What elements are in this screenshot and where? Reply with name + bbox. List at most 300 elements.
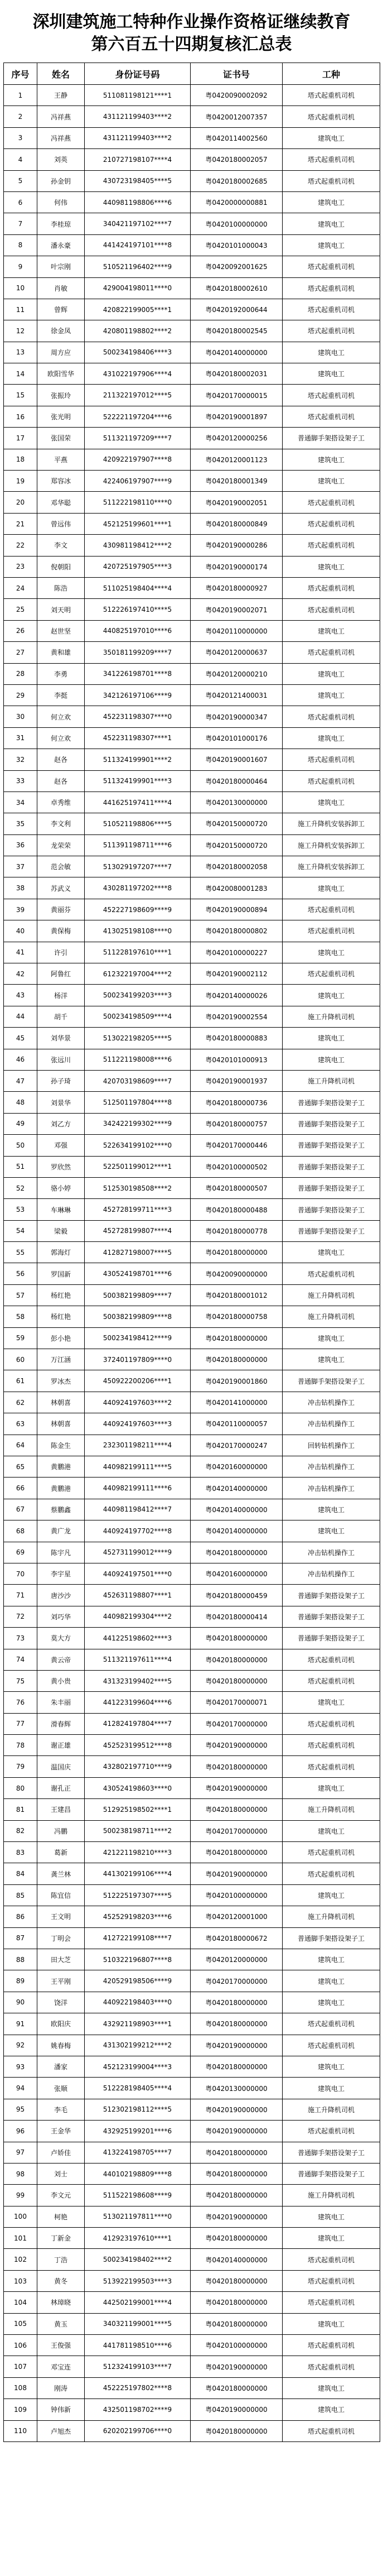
cell-serial-number: 22	[4, 535, 37, 556]
table-row	[4, 856, 380, 877]
table-row	[4, 1563, 380, 1584]
table-row	[4, 256, 380, 277]
table-row	[4, 577, 380, 598]
cell-certificate-number: 粤0420120000210	[191, 663, 283, 684]
cell-id-number: 412923197610****1	[85, 2228, 191, 2249]
cell-serial-number: 33	[4, 770, 37, 791]
cell-job-type: 塔式起重机司机	[283, 749, 380, 770]
cell-job-type: 塔式起重机司机	[283, 1649, 380, 1670]
cell-serial-number: 58	[4, 1306, 37, 1327]
cell-job-type: 建筑电工	[283, 191, 380, 213]
cell-id-number: 442502199001****4	[85, 2292, 191, 2313]
cell-id-number: 452529198203****6	[85, 1906, 191, 1927]
cell-serial-number: 5	[4, 170, 37, 191]
cell-name: 龙荣荣	[37, 834, 85, 856]
cell-serial-number: 25	[4, 599, 37, 620]
cell-name: 李桂琼	[37, 213, 85, 234]
table-row	[4, 791, 380, 813]
cell-certificate-number: 粤0420180000000	[191, 2377, 283, 2398]
cell-serial-number: 17	[4, 428, 37, 449]
cell-name: 陈浩	[37, 577, 85, 598]
cell-serial-number: 96	[4, 2121, 37, 2142]
cell-certificate-number: 粤0420090000000	[191, 1263, 283, 1284]
cell-serial-number: 62	[4, 1392, 37, 1413]
cell-id-number: 511221198008****6	[85, 1049, 191, 1070]
cell-id-number: 211322197012****5	[85, 385, 191, 406]
cell-certificate-number: 粤0420180002685	[191, 170, 283, 191]
table-row	[4, 1713, 380, 1734]
table-row	[4, 1649, 380, 1670]
cell-certificate-number: 粤0420180000000	[191, 2420, 283, 2441]
table-row	[4, 1756, 380, 1777]
cell-serial-number: 89	[4, 1970, 37, 1992]
cell-id-number: 452728199807****4	[85, 1220, 191, 1241]
cell-name: 曾辉	[37, 299, 85, 320]
cell-id-number: 340321199001****5	[85, 2313, 191, 2334]
cell-name: 刚涛	[37, 2377, 85, 2398]
cell-serial-number: 108	[4, 2377, 37, 2398]
cell-id-number: 432925199201****6	[85, 2121, 191, 2142]
cell-name: 孙金钥	[37, 170, 85, 191]
table-row	[4, 942, 380, 963]
cell-serial-number: 31	[4, 727, 37, 749]
table-row	[4, 449, 380, 470]
cell-job-type: 冲击钻机操作工	[283, 1563, 380, 1584]
table-row	[4, 149, 380, 170]
cell-job-type: 塔式起重机司机	[283, 256, 380, 277]
cell-certificate-number: 粤0420114002560	[191, 127, 283, 148]
cell-job-type: 塔式起重机司机	[283, 642, 380, 663]
cell-certificate-number: 粤0420190000000	[191, 1863, 283, 1884]
cell-id-number: 513029197207****7	[85, 856, 191, 877]
cell-job-type: 塔式起重机司机	[283, 706, 380, 727]
cell-id-number: 440981198412****7	[85, 1499, 191, 1520]
cell-certificate-number: 粤0420110000057	[191, 1413, 283, 1435]
cell-job-type: 塔式起重机司机	[283, 899, 380, 920]
cell-id-number: 412722199108****7	[85, 1927, 191, 1949]
cell-name: 姚春梅	[37, 2035, 85, 2056]
roster-body	[4, 85, 380, 2442]
cell-job-type: 普通脚手架搭设架子工	[283, 2163, 380, 2184]
cell-job-type: 建筑电工	[283, 791, 380, 813]
cell-job-type: 普通脚手架搭设架子工	[283, 1370, 380, 1392]
table-row	[4, 1070, 380, 1091]
cell-certificate-number: 粤0420180000000	[191, 1756, 283, 1777]
cell-serial-number: 68	[4, 1520, 37, 1542]
table-row	[4, 1628, 380, 1649]
cell-job-type: 建筑电工	[283, 363, 380, 385]
cell-name: 刘天明	[37, 599, 85, 620]
cell-serial-number: 99	[4, 2185, 37, 2206]
cell-job-type: 建筑电工	[283, 471, 380, 492]
cell-name: 赵各	[37, 749, 85, 770]
cell-serial-number: 81	[4, 1799, 37, 1820]
cell-serial-number: 82	[4, 1820, 37, 1841]
table-row	[4, 2142, 380, 2163]
cell-certificate-number: 粤0420100000000	[191, 213, 283, 234]
table-row	[4, 2035, 380, 2056]
cell-job-type: 塔式起重机司机	[283, 2356, 380, 2377]
cell-certificate-number: 粤0420180001349	[191, 471, 283, 492]
cell-name: 唐沙沙	[37, 1585, 85, 1606]
cell-certificate-number: 粤0420190002051	[191, 492, 283, 513]
cell-name: 苏武义	[37, 877, 85, 899]
cell-id-number: 342126197106****9	[85, 684, 191, 706]
table-row	[4, 299, 380, 320]
cell-name: 倪朝阳	[37, 556, 85, 577]
cell-job-type: 普通脚手架搭设架子工	[283, 2142, 380, 2163]
cell-certificate-number: 粤0420180001012	[191, 1284, 283, 1306]
cell-job-type: 塔式起重机司机	[283, 963, 380, 985]
cell-id-number: 500234198406****3	[85, 342, 191, 363]
cell-serial-number: 86	[4, 1906, 37, 1927]
table-row	[4, 320, 380, 342]
cell-job-type: 塔式起重机司机	[283, 320, 380, 342]
cell-job-type: 建筑电工	[283, 1049, 380, 1070]
table-row	[4, 706, 380, 727]
table-row	[4, 513, 380, 534]
table-row	[4, 2013, 380, 2035]
cell-name: 阿鲁红	[37, 963, 85, 985]
cell-certificate-number: 粤0420170000000	[191, 1820, 283, 1841]
table-header-row	[4, 63, 380, 85]
cell-serial-number: 74	[4, 1649, 37, 1670]
cell-name: 杨红艳	[37, 1284, 85, 1306]
cell-serial-number: 37	[4, 856, 37, 877]
cell-job-type: 建筑电工	[283, 1692, 380, 1713]
cell-id-number: 413224198705****7	[85, 2142, 191, 2163]
cell-id-number: 440102198809****8	[85, 2163, 191, 2184]
cell-job-type: 施工升降机安装拆卸工	[283, 856, 380, 877]
cell-job-type: 塔式起重机司机	[283, 920, 380, 942]
table-row	[4, 1028, 380, 1049]
cell-id-number: 612322197004****2	[85, 963, 191, 985]
cell-certificate-number: 粤0420180000778	[191, 1220, 283, 1241]
cell-name: 万江涵	[37, 1349, 85, 1370]
table-row	[4, 2356, 380, 2377]
cell-serial-number: 56	[4, 1263, 37, 1284]
cell-name: 谢孔正	[37, 1777, 85, 1798]
table-row	[4, 920, 380, 942]
cell-id-number: 441781198510****6	[85, 2335, 191, 2356]
cell-serial-number: 78	[4, 1735, 37, 1756]
cell-job-type: 普通脚手架搭设架子工	[283, 1177, 380, 1198]
cell-serial-number: 36	[4, 834, 37, 856]
table-row	[4, 899, 380, 920]
cell-certificate-number: 粤0420180000000	[191, 2185, 283, 2206]
cell-job-type: 普通脚手架搭设架子工	[283, 428, 380, 449]
cell-id-number: 512225197307****5	[85, 1884, 191, 1906]
cell-certificate-number: 粤0420180000736	[191, 1092, 283, 1113]
cell-serial-number: 93	[4, 2056, 37, 2077]
table-row	[4, 1156, 380, 1177]
cell-name: 黄和雄	[37, 642, 85, 663]
cell-certificate-number: 粤0420140000000	[191, 2249, 283, 2270]
cell-serial-number: 28	[4, 663, 37, 684]
cell-certificate-number: 粤0420160000000	[191, 1563, 283, 1584]
cell-job-type: 塔式起重机司机	[283, 1263, 380, 1284]
cell-serial-number: 49	[4, 1113, 37, 1134]
cell-job-type: 塔式起重机司机	[283, 2420, 380, 2441]
cell-name: 陈宜信	[37, 1884, 85, 1906]
cell-certificate-number: 粤0420180000488	[191, 1199, 283, 1220]
cell-job-type: 建筑电工	[283, 234, 380, 256]
table-row	[4, 1478, 380, 1499]
cell-certificate-number: 粤0420140000026	[191, 985, 283, 1006]
cell-name: 肖敏	[37, 277, 85, 299]
table-row	[4, 1799, 380, 1820]
cell-name: 欧阳雪华	[37, 363, 85, 385]
cell-job-type: 建筑电工	[283, 1884, 380, 1906]
table-row	[4, 277, 380, 299]
cell-certificate-number: 粤0420101000913	[191, 1049, 283, 1070]
cell-id-number: 512228198405****4	[85, 2078, 191, 2099]
cell-serial-number: 98	[4, 2163, 37, 2184]
cell-id-number: 431302199212****2	[85, 2035, 191, 2056]
cell-certificate-number: 粤0420190000286	[191, 535, 283, 556]
cell-id-number: 350181199209****7	[85, 642, 191, 663]
cell-id-number: 430723198405****5	[85, 170, 191, 191]
page-title	[0, 0, 383, 56]
cell-name: 邓华聪	[37, 492, 85, 513]
table-row	[4, 1242, 380, 1263]
cell-id-number: 420822199005****1	[85, 299, 191, 320]
cell-job-type: 普通脚手架搭设架子工	[283, 1606, 380, 1627]
cell-name: 饶洋	[37, 1992, 85, 2013]
cell-name: 刘士	[37, 2163, 85, 2184]
cell-id-number: 232301198211****4	[85, 1435, 191, 1456]
table-row	[4, 1949, 380, 1970]
cell-name: 谢正雄	[37, 1735, 85, 1756]
title-line-2: 第六百五十四期复核汇总表	[91, 35, 292, 54]
cell-name: 许引	[37, 942, 85, 963]
cell-name: 郭海灯	[37, 1242, 85, 1263]
cell-name: 李挺	[37, 684, 85, 706]
cell-job-type: 塔式起重机司机	[283, 599, 380, 620]
cell-serial-number: 4	[4, 149, 37, 170]
cell-job-type: 建筑电工	[283, 342, 380, 363]
cell-certificate-number: 粤0420180000802	[191, 920, 283, 942]
cell-id-number: 430281197202****8	[85, 877, 191, 899]
cell-serial-number: 40	[4, 920, 37, 942]
cell-serial-number: 92	[4, 2035, 37, 2056]
cell-certificate-number: 粤0420180000000	[191, 2270, 283, 2291]
cell-name: 卢旭杰	[37, 2420, 85, 2441]
cell-name: 罗欣然	[37, 1156, 85, 1177]
cell-serial-number: 69	[4, 1542, 37, 1563]
cell-id-number: 413025198108****0	[85, 920, 191, 942]
cell-serial-number: 43	[4, 985, 37, 1006]
cell-id-number: 511321197209****7	[85, 428, 191, 449]
cell-name: 欧阳庆	[37, 2013, 85, 2035]
cell-id-number: 441424197101****8	[85, 234, 191, 256]
cell-job-type: 施工升降机司机	[283, 2099, 380, 2120]
cell-certificate-number: 粤0420140000000	[191, 1520, 283, 1542]
cell-certificate-number: 粤0420190000000	[191, 2206, 283, 2227]
cell-id-number: 452231198307****0	[85, 706, 191, 727]
header-certificate-number: 证书号	[191, 63, 283, 85]
cell-serial-number: 88	[4, 1949, 37, 1970]
cell-name: 曾远伟	[37, 513, 85, 534]
cell-serial-number: 110	[4, 2420, 37, 2441]
cell-name: 朱丰丽	[37, 1692, 85, 1713]
cell-name: 邓宝连	[37, 2356, 85, 2377]
cell-serial-number: 70	[4, 1563, 37, 1584]
cell-job-type: 建筑电工	[283, 1970, 380, 1992]
cell-certificate-number: 粤0420180000507	[191, 1177, 283, 1198]
cell-name: 王平刚	[37, 1970, 85, 1992]
cell-id-number: 432921198903****1	[85, 2013, 191, 2035]
cell-certificate-number: 粤0420190002554	[191, 1006, 283, 1027]
cell-name: 龚兰林	[37, 1863, 85, 1884]
cell-serial-number: 16	[4, 406, 37, 427]
cell-serial-number: 10	[4, 277, 37, 299]
cell-id-number: 510521198806****5	[85, 813, 191, 834]
cell-name: 车琳琳	[37, 1199, 85, 1220]
table-row	[4, 2313, 380, 2334]
cell-job-type: 建筑电工	[283, 1349, 380, 1370]
cell-certificate-number: 粤0420180000000	[191, 1542, 283, 1563]
cell-id-number: 500234198509****4	[85, 1006, 191, 1027]
table-row	[4, 2399, 380, 2420]
cell-job-type: 塔式起重机司机	[283, 1713, 380, 1734]
cell-certificate-number: 粤0420180002545	[191, 320, 283, 342]
cell-certificate-number: 粤0420180000000	[191, 1799, 283, 1820]
cell-id-number: 430524198603****0	[85, 1777, 191, 1798]
cell-id-number: 340421197102****7	[85, 213, 191, 234]
cell-name: 张顺	[37, 2078, 85, 2099]
cell-job-type: 塔式起重机司机	[283, 385, 380, 406]
cell-job-type: 塔式起重机司机	[283, 577, 380, 598]
cell-certificate-number: 粤0420170000446	[191, 1135, 283, 1156]
cell-name: 张远川	[37, 1049, 85, 1070]
cell-certificate-number: 粤0420130000000	[191, 791, 283, 813]
cell-certificate-number: 粤0420180000000	[191, 1842, 283, 1863]
cell-id-number: 500234198402****2	[85, 2249, 191, 2270]
cell-certificate-number: 粤0420100000227	[191, 942, 283, 963]
cell-serial-number: 109	[4, 2399, 37, 2420]
cell-name: 李宇星	[37, 1563, 85, 1584]
table-row	[4, 770, 380, 791]
table-row	[4, 1135, 380, 1156]
cell-certificate-number: 粤0420160000000	[191, 1456, 283, 1478]
cell-name: 黄云帝	[37, 1649, 85, 1670]
cell-serial-number: 23	[4, 556, 37, 577]
header-id-number: 身份证号码	[85, 63, 191, 85]
cell-job-type: 塔式起重机司机	[283, 535, 380, 556]
cell-serial-number: 54	[4, 1220, 37, 1241]
cell-id-number: 513021197811****0	[85, 2206, 191, 2227]
cell-certificate-number: 粤0420140000000	[191, 342, 283, 363]
cell-serial-number: 26	[4, 620, 37, 641]
cell-name: 孙子琦	[37, 1070, 85, 1091]
cell-job-type: 施工升降机司机	[283, 2185, 380, 2206]
cell-serial-number: 103	[4, 2270, 37, 2291]
cell-name: 刘英	[37, 149, 85, 170]
cell-id-number: 512226197410****5	[85, 599, 191, 620]
cell-name: 黄冬	[37, 2270, 85, 2291]
cell-serial-number: 14	[4, 363, 37, 385]
cell-job-type: 建筑电工	[283, 1520, 380, 1542]
cell-serial-number: 45	[4, 1028, 37, 1049]
cell-id-number: 513022198205****5	[85, 1028, 191, 1049]
cell-job-type: 建筑电工	[283, 1028, 380, 1049]
cell-id-number: 513922199503****3	[85, 2270, 191, 2291]
table-row	[4, 2270, 380, 2291]
table-row	[4, 1049, 380, 1070]
cell-serial-number: 51	[4, 1156, 37, 1177]
table-row	[4, 1499, 380, 1520]
cell-name: 黄保梅	[37, 920, 85, 942]
cell-certificate-number: 粤0420190000000	[191, 2399, 283, 2420]
cell-id-number: 440981198806****6	[85, 191, 191, 213]
cell-serial-number: 47	[4, 1070, 37, 1091]
cell-certificate-number: 粤0420180000000	[191, 1628, 283, 1649]
cell-job-type: 塔式起重机司机	[283, 299, 380, 320]
cell-certificate-number: 粤0420180000927	[191, 577, 283, 598]
cell-id-number: 452728199711****3	[85, 1199, 191, 1220]
cell-id-number: 420703198609****7	[85, 1070, 191, 1091]
cell-serial-number: 76	[4, 1692, 37, 1713]
cell-name: 刘华景	[37, 1028, 85, 1049]
cell-serial-number: 72	[4, 1606, 37, 1627]
cell-id-number: 452231198307****1	[85, 727, 191, 749]
cell-certificate-number: 粤0420000000881	[191, 191, 283, 213]
cell-id-number: 522221197204****6	[85, 406, 191, 427]
cell-job-type: 建筑电工	[283, 2056, 380, 2077]
cell-job-type: 建筑电工	[283, 556, 380, 577]
cell-certificate-number: 粤0420190001937	[191, 1070, 283, 1091]
cell-name: 周方应	[37, 342, 85, 363]
cell-id-number: 452123199004****3	[85, 2056, 191, 2077]
cell-id-number: 510521196402****9	[85, 256, 191, 277]
cell-serial-number: 48	[4, 1092, 37, 1113]
cell-id-number: 342422199302****9	[85, 1113, 191, 1134]
cell-serial-number: 104	[4, 2292, 37, 2313]
cell-serial-number: 46	[4, 1049, 37, 1070]
cell-id-number: 441225198602****3	[85, 1628, 191, 1649]
cell-job-type: 塔式起重机司机	[283, 85, 380, 106]
table-row	[4, 1113, 380, 1134]
cell-certificate-number: 粤0420180000414	[191, 1606, 283, 1627]
cell-name: 彭小艳	[37, 1327, 85, 1349]
table-row	[4, 127, 380, 148]
table-row	[4, 2335, 380, 2356]
cell-name: 柯艳	[37, 2206, 85, 2227]
table-row	[4, 1327, 380, 1349]
table-row	[4, 963, 380, 985]
table-row	[4, 1349, 380, 1370]
table-row	[4, 1670, 380, 1691]
cell-name: 王建昌	[37, 1799, 85, 1820]
cell-id-number: 452225197802****8	[85, 2377, 191, 2398]
cell-serial-number: 95	[4, 2099, 37, 2120]
cell-certificate-number: 粤0420100000000	[191, 1884, 283, 1906]
cell-serial-number: 39	[4, 899, 37, 920]
cell-job-type: 塔式起重机司机	[283, 1670, 380, 1691]
cell-serial-number: 13	[4, 342, 37, 363]
cell-certificate-number: 粤0420190000000	[191, 2035, 283, 2056]
cell-serial-number: 57	[4, 1284, 37, 1306]
cell-job-type: 塔式起重机司机	[283, 1735, 380, 1756]
cell-serial-number: 32	[4, 749, 37, 770]
cell-name: 张光明	[37, 406, 85, 427]
cell-job-type: 塔式起重机司机	[283, 2035, 380, 2056]
cell-serial-number: 3	[4, 127, 37, 148]
cell-name: 黄丽芬	[37, 899, 85, 920]
cell-id-number: 522501199012****1	[85, 1156, 191, 1177]
cell-job-type: 塔式起重机司机	[283, 2013, 380, 2035]
